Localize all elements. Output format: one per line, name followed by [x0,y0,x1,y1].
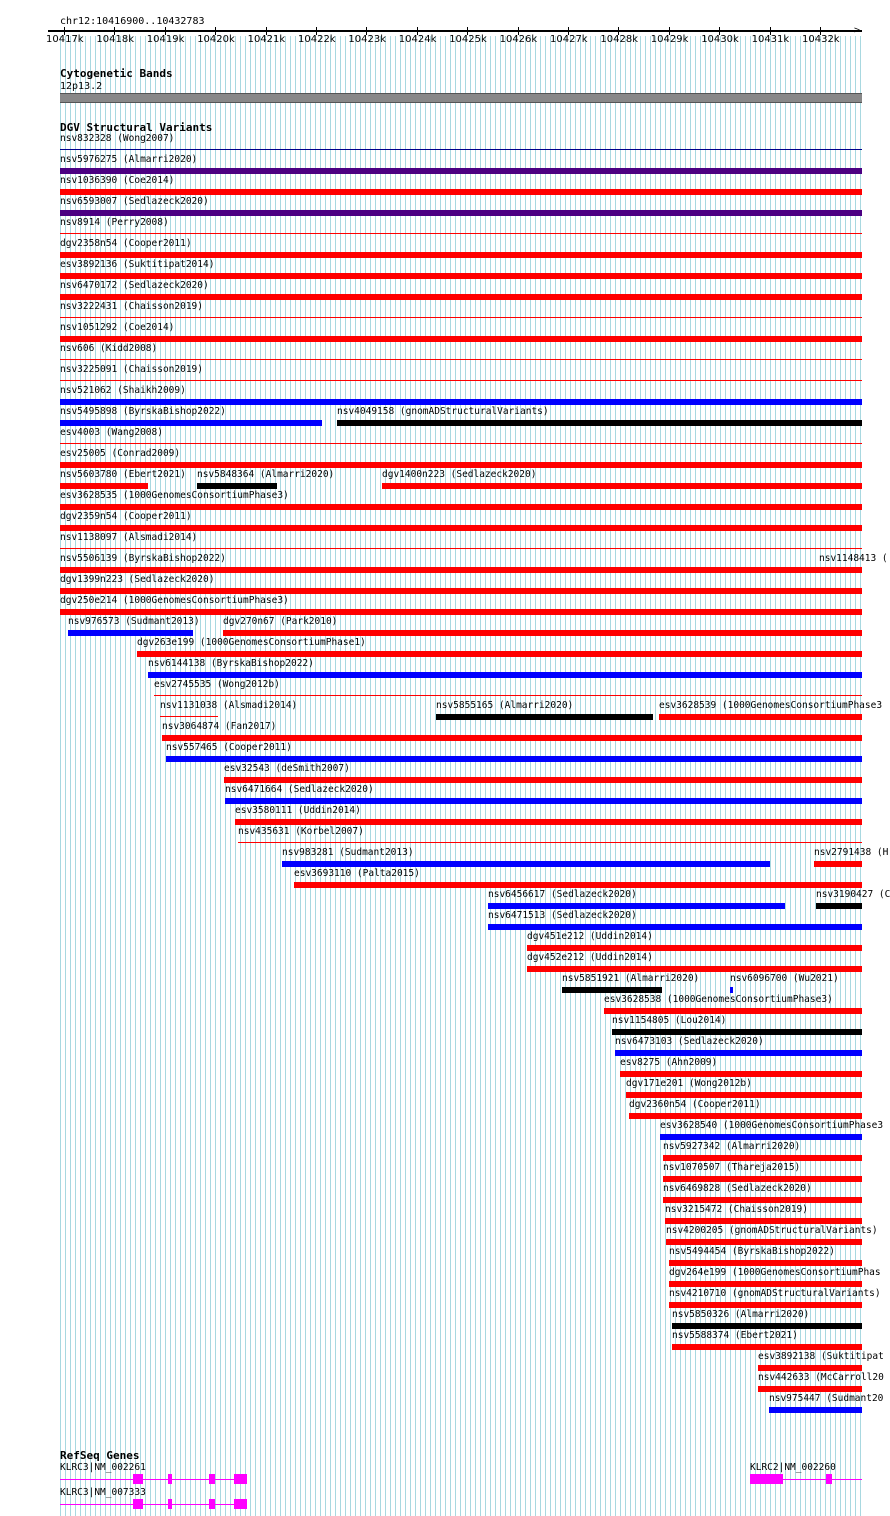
variant-label[interactable]: esv3693110 (Palta2015) [294,868,420,879]
variant-bar[interactable] [672,1323,862,1329]
variant-label[interactable]: esv3628538 (1000GenomesConsortiumPhase3) [604,994,833,1005]
variant-label[interactable]: esv25005 (Conrad2009) [60,448,181,459]
gene-exon[interactable] [209,1499,215,1509]
gene-exon[interactable] [826,1474,832,1484]
variant-bar[interactable] [615,1050,862,1056]
variant-bar[interactable] [663,1176,862,1182]
variant-label[interactable]: esv32543 (deSmith2007) [224,763,350,774]
variant-bar[interactable] [60,525,862,531]
variant-label[interactable]: esv8275 (Ahn2009) [620,1057,718,1068]
variant-label[interactable]: nsv4210710 (gnomADStructuralVariants) [669,1288,881,1299]
ruler-arrow-icon: > [854,25,861,36]
ruler-tick-label: 10429k [650,34,689,45]
variant-label[interactable]: nsv1131038 (Alsmadi2014) [160,700,298,711]
variant-label[interactable]: nsv4049158 (gnomADStructuralVariants) [337,406,549,417]
ruler-tick-label: 10432k [802,34,840,45]
variant-bar[interactable] [148,672,862,678]
variant-bar[interactable] [137,651,862,657]
ruler-tick-label: 10419k [146,34,185,45]
variant-label[interactable]: nsv5855165 (Almarri2020) [436,700,574,711]
variant-bar[interactable] [665,1218,862,1224]
variant-label[interactable]: nsv6469828 (Sedlazeck2020) [663,1183,812,1194]
variant-label[interactable]: dgv2360n54 (Cooper2011) [629,1099,761,1110]
variant-bar[interactable] [60,609,862,615]
gene-intron[interactable] [60,1479,247,1480]
gene-exon[interactable] [209,1474,215,1484]
chromosome-location: chr12:10416900..10432783 [60,16,205,27]
variant-label[interactable]: esv2745535 (Wong2012b) [154,679,280,690]
ruler-tick-label: 10427k [550,34,588,45]
variant-bar[interactable] [769,1407,862,1413]
variant-bar[interactable] [337,420,862,426]
variant-label[interactable]: nsv435631 (Korbel2007) [238,826,364,837]
variant-label[interactable]: dgv250e214 (1000GenomesConsortiumPhase3) [60,595,289,606]
variant-label[interactable]: esv3580111 (Uddin2014) [235,805,361,816]
variant-bar[interactable] [604,1008,862,1014]
variant-bar[interactable] [60,462,862,468]
variant-bar[interactable] [160,716,218,717]
variant-label[interactable]: nsv5850326 (Almarri2020) [672,1309,810,1320]
variant-bar[interactable] [235,819,862,825]
variant-bar[interactable] [527,945,862,951]
variant-bar[interactable] [527,966,862,972]
variant-bar[interactable] [154,695,862,696]
variant-bar[interactable] [225,798,862,804]
variant-label[interactable]: dgv264e199 (1000GenomesConsortiumPhas [669,1267,881,1278]
ruler-tick-label: 10424k [398,34,437,45]
variant-label[interactable]: esv4003 (Wang2008) [60,427,163,438]
cytoband-label: 12p13.2 [60,81,103,92]
variant-bar[interactable] [663,1155,862,1161]
variant-bar[interactable] [60,567,820,573]
ruler-tick-label: 10430k [701,34,739,45]
variant-label[interactable]: nsv6473103 (Sedlazeck2020) [615,1036,764,1047]
variant-label[interactable]: nsv3222431 (Chaisson2019) [60,301,203,312]
variant-label[interactable]: nsv6096700 (Wu2021) [730,973,839,984]
variant-label[interactable]: nsv557465 (Cooper2011) [166,742,292,753]
variant-label[interactable]: nsv6470172 (Sedlazeck2020) [60,280,209,291]
gene-exon[interactable] [133,1499,143,1509]
gene-exon[interactable] [234,1474,247,1484]
variant-label[interactable]: nsv5588374 (Ebert2021) [672,1330,798,1341]
variant-label[interactable]: esv3892138 (Suktitipat [758,1351,884,1362]
variant-label[interactable]: esv3628540 (1000GenomesConsortiumPhase3 [660,1120,884,1131]
variant-bar[interactable] [612,1029,862,1035]
dgv-track-title: DGV Structural Variants [60,121,213,134]
variant-label[interactable]: dgv263e199 (1000GenomesConsortiumPhase1) [137,637,366,648]
ruler-tick-label: 10425k [449,34,487,45]
gene-exon[interactable] [133,1474,143,1484]
variant-bar[interactable] [669,1302,862,1308]
variant-label[interactable]: dgv2358n54 (Cooper2011) [60,238,192,249]
variant-label[interactable]: nsv6593007 (Sedlazeck2020) [60,196,209,207]
variant-label[interactable]: nsv5848364 (Almarri2020) [197,469,335,480]
variant-label[interactable]: esv3628539 (1000GenomesConsortiumPhase3 [659,700,883,711]
gene-exon[interactable] [168,1474,172,1484]
variant-bar[interactable] [60,399,862,405]
variant-bar[interactable] [672,1344,862,1350]
refseq-track-title: RefSeq Genes [60,1449,140,1462]
variant-bar[interactable] [223,630,862,636]
variant-label[interactable]: nsv5495898 (ByrskaBishop2022) [60,406,226,417]
variant-bar[interactable] [60,149,862,150]
variant-label[interactable]: nsv1036390 (Coe2014) [60,175,175,186]
variant-bar[interactable] [819,567,862,573]
variant-bar[interactable] [60,548,862,549]
variant-label[interactable]: nsv3225091 (Chaisson2019) [60,364,203,375]
variant-bar[interactable] [60,168,862,174]
variant-bar[interactable] [730,987,733,993]
variant-label[interactable]: dgv270n67 (Park2010) [223,616,338,627]
ruler-tick-label: 10420k [197,34,235,45]
variant-label[interactable]: esv3628535 (1000GenomesConsortiumPhase3) [60,490,289,501]
variant-label[interactable]: nsv2791438 (H [814,847,889,858]
variant-label[interactable]: nsv8914 (Perry2008) [60,217,169,228]
variant-bar[interactable] [436,714,653,720]
variant-label[interactable]: dgv1399n223 (Sedlazeck2020) [60,574,215,585]
variant-label[interactable]: nsv5494454 (ByrskaBishop2022) [669,1246,835,1257]
ruler-tick-label: 10421k [247,34,286,45]
ruler-tick-label: 10418k [96,34,134,45]
gene-label[interactable]: KLRC3|NM_002261 [60,1462,146,1473]
variant-label[interactable]: esv3892136 (Suktitipat2014) [60,259,215,270]
variant-label[interactable]: nsv5603780 (Ebert2021) [60,469,186,480]
variant-bar[interactable] [758,1386,862,1392]
variant-label[interactable]: nsv521062 (Shaikh2009) [60,385,186,396]
ruler-tick-label: 10423k [348,34,386,45]
variant-bar[interactable] [60,210,862,216]
variant-bar[interactable] [162,735,862,741]
variant-bar[interactable] [488,903,785,909]
variant-label[interactable]: nsv983281 (Sudmant2013) [282,847,414,858]
ruler-axis [48,30,862,32]
variant-label[interactable]: nsv3215472 (Chaisson2019) [665,1204,808,1215]
variant-bar[interactable] [60,189,862,195]
ruler-tick-label: 10426k [499,34,538,45]
ruler-tick-label: 10417k [46,34,84,45]
variant-label[interactable]: nsv3064874 (Fan2017) [162,721,277,732]
variant-label[interactable]: nsv5506139 (ByrskaBishop2022) [60,553,226,564]
variant-bar[interactable] [60,504,862,510]
variant-label[interactable]: nsv5851921 (Almarri2020) [562,973,700,984]
variant-label[interactable]: nsv5976275 (Almarri2020) [60,154,198,165]
variant-bar[interactable] [669,1260,862,1266]
variant-bar[interactable] [60,317,862,318]
variant-bar[interactable] [60,336,862,342]
variant-label[interactable]: nsv1138097 (Alsmadi2014) [60,532,198,543]
gene-label[interactable]: KLRC2|NM_002260 [750,1462,836,1473]
variant-bar[interactable] [620,1071,862,1077]
variant-bar[interactable] [60,588,862,594]
gene-label[interactable]: KLRC3|NM_007333 [60,1487,146,1498]
variant-bar[interactable] [816,903,862,909]
cytoband-bar[interactable] [60,93,862,103]
variant-label[interactable]: nsv6471664 (Sedlazeck2020) [225,784,374,795]
variant-label[interactable]: dgv451e212 (Uddin2014) [527,931,653,942]
variant-bar[interactable] [382,483,862,489]
variant-label[interactable]: nsv4200205 (gnomADStructuralVariants) [666,1225,878,1236]
variant-label[interactable]: nsv6456617 (Sedlazeck2020) [488,889,637,900]
ruler-tick-label: 10428k [600,34,638,45]
gene-exon[interactable] [234,1499,247,1509]
variant-bar[interactable] [60,294,862,300]
ruler-tick-label: 10422k [298,34,336,45]
variant-label[interactable]: nsv606 (Kidd2008) [60,343,158,354]
variant-label[interactable]: dgv2359n54 (Cooper2011) [60,511,192,522]
gene-intron[interactable] [60,1504,247,1505]
variant-label[interactable]: nsv6144138 (ByrskaBishop2022) [148,658,314,669]
variant-label[interactable]: nsv3190427 (C [816,889,890,900]
variant-label[interactable]: nsv442633 (McCarroll20 [758,1372,884,1383]
variant-label[interactable]: dgv1400n223 (Sedlazeck2020) [382,469,537,480]
variant-bar[interactable] [814,861,862,867]
variant-bar[interactable] [659,714,862,720]
variant-bar[interactable] [238,842,862,843]
variant-bar[interactable] [60,359,862,360]
variant-bar[interactable] [60,483,148,489]
variant-label[interactable]: nsv5927342 (Almarri2020) [663,1141,801,1152]
variant-bar[interactable] [224,777,862,783]
variant-bar[interactable] [626,1092,862,1098]
variant-label[interactable]: dgv452e212 (Uddin2014) [527,952,653,963]
variant-bar[interactable] [282,861,770,867]
variant-bar[interactable] [758,1365,862,1371]
variant-bar[interactable] [166,756,862,762]
variant-bar[interactable] [60,420,322,426]
variant-label[interactable]: nsv1154805 (Lou2014) [612,1015,727,1026]
cytoband-track-title: Cytogenetic Bands [60,67,173,80]
variant-bar[interactable] [488,924,862,930]
variant-label[interactable]: nsv1148413 ( [819,553,888,564]
variant-label[interactable]: dgv171e201 (Wong2012b) [626,1078,752,1089]
variant-bar[interactable] [60,252,862,258]
variant-label[interactable]: nsv832328 (Wong2007) [60,133,175,144]
variant-bar[interactable] [60,443,862,444]
variant-label[interactable]: nsv975447 (Sudmant20 [769,1393,884,1404]
ruler-tick-label: 10431k [751,34,790,45]
variant-bar[interactable] [562,987,662,993]
variant-bar[interactable] [60,273,862,279]
variant-label[interactable]: nsv1070507 (Thareja2015) [663,1162,801,1173]
variant-bar[interactable] [669,1281,862,1287]
variant-bar[interactable] [60,380,862,381]
variant-label[interactable]: nsv6471513 (Sedlazeck2020) [488,910,637,921]
variant-label[interactable]: nsv1051292 (Coe2014) [60,322,175,333]
variant-label[interactable]: nsv976573 (Sudmant2013) [68,616,200,627]
variant-bar[interactable] [660,1134,862,1140]
variant-bar[interactable] [663,1197,862,1203]
variant-bar[interactable] [197,483,277,489]
gene-exon[interactable] [168,1499,172,1509]
variant-bar[interactable] [666,1239,862,1245]
variant-bar[interactable] [68,630,193,636]
variant-bar[interactable] [60,233,862,234]
variant-bar[interactable] [629,1113,862,1119]
variant-bar[interactable] [294,882,862,888]
gene-exon[interactable] [750,1474,783,1484]
